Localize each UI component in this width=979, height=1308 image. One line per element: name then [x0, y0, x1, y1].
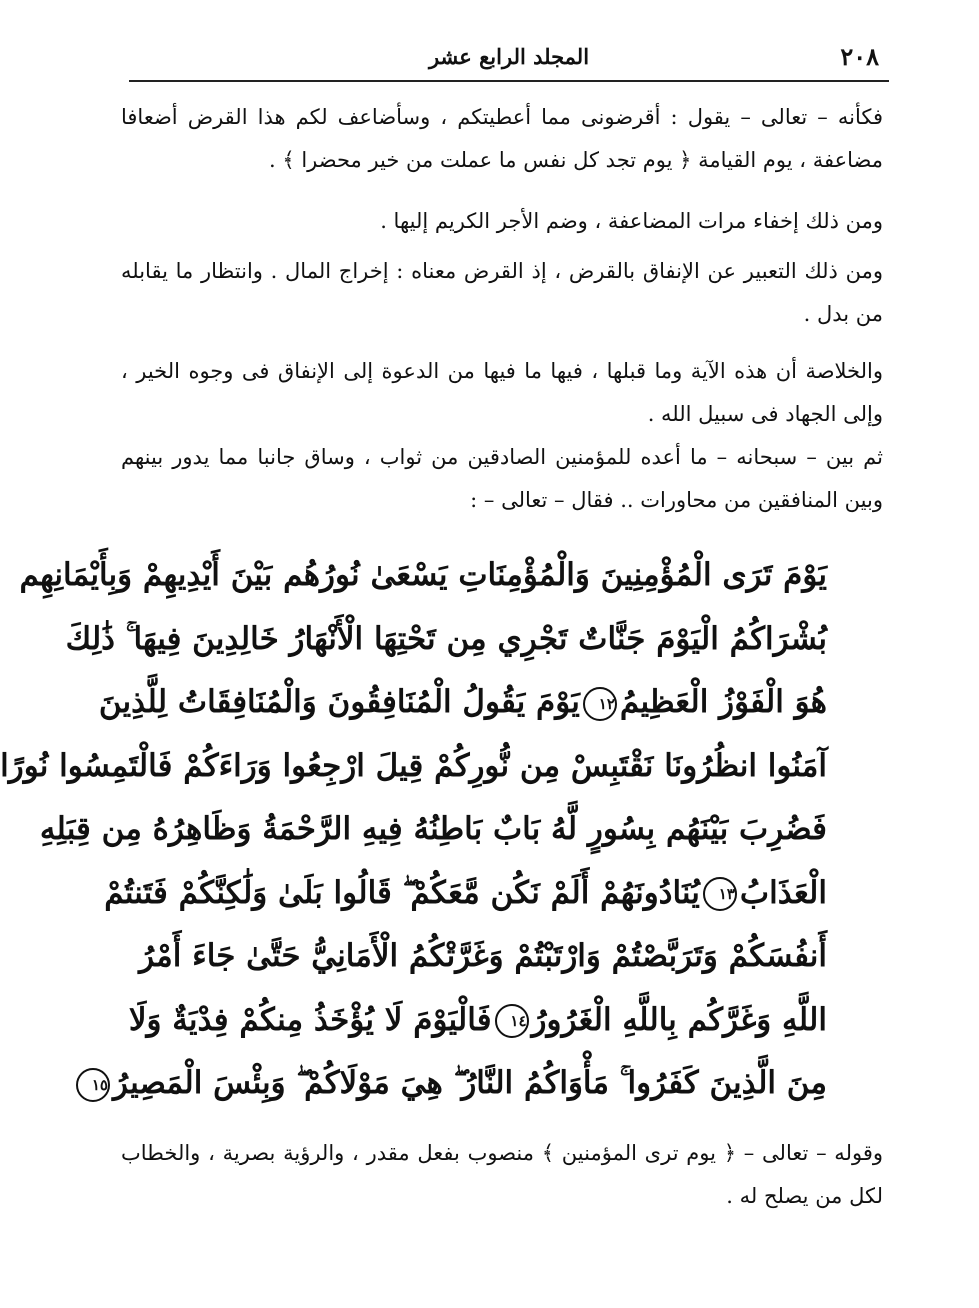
- paragraph-2: ومن ذلك إخفاء مرات المضاعفة ، وضم الأجر الكريم إليها .: [380, 209, 883, 233]
- paragraph-4: والخلاصة أن هذه الآية وما قبلها ، فيها ما فيها من الدعوة إلى الإنفاق فى وجوه الخير ، وإلى الجهاد فى سبيل الله .: [121, 359, 883, 426]
- quran-line-9: [91, 1052, 827, 1116]
- quran-line-3-end: يَوْمَ يَقُولُ الْمُنَافِقُونَ وَالْمُنَافِقَاتُ لِلَّذِينَ: [98, 684, 580, 720]
- quran-line-9-text: مِنَ الَّذِينَ كَفَرُوا ۚ مَأْوَاكُمُ النَّارُ ۖ هِيَ مَوْلَاكُمْ ۖ وَبِئْسَ الْمَصِيرُ: [113, 1065, 827, 1101]
- quran-line-3-start: هُوَ الْفَوْزُ الْعَظِيمُ: [619, 684, 827, 720]
- quran-line-1: يَوْمَ تَرَى الْمُؤْمِنِينَ وَالْمُؤْمِنَاتِ يَسْعَىٰ نُورُهُم بَيْنَ أَيْدِيهِمْ وَبِأَيْمَانِهِم: [19, 557, 827, 593]
- paragraph-3: ومن ذلك التعبير عن الإنفاق بالقرض ، إذ القرض معناه : إخراج المال . وانتظار ما يقابله من بدل .: [121, 259, 883, 326]
- quran-line-2: بُشْرَاكُمُ الْيَوْمَ جَنَّاتٌ تَجْرِي مِن تَحْتِهَا الْأَنْهَارُ خَالِدِينَ فِيهَا ۚ ذَٰلِكَ: [65, 620, 827, 657]
- header-rule: [129, 80, 889, 82]
- quran-line-6: [104, 862, 827, 926]
- quran-line-5: فَضُرِبَ بَيْنَهُم بِسُورٍ لَّهُ بَابٌ بَاطِنُهُ فِيهِ الرَّحْمَةُ وَظَاهِرُهُ مِن قِبَلِهِ: [39, 811, 827, 847]
- quran-line-4: آمَنُوا انظُرُونَا نَقْتَبِسْ مِن نُّورِكُمْ قِيلَ ارْجِعُوا وَرَاءَكُمْ فَالْتَمِسُوا نُورًا: [0, 747, 827, 784]
- quran-line-7: أَنفُسَكُمْ وَتَرَبَّصْتُمْ وَارْتَبْتُمْ وَغَرَّتْكُمُ الْأَمَانِيُّ حَتَّىٰ جَاءَ أَمْرُ: [139, 938, 827, 974]
- quran-line-8-end: فَالْيَوْمَ لَا يُؤْخَذُ مِنكُمْ فِدْيَةٌ وَلَا: [128, 1001, 492, 1038]
- page-header: [129, 36, 889, 80]
- quran-line-8: [128, 989, 827, 1053]
- quran-line-8-start: اللَّهِ وَغَرَّكُم بِاللَّهِ الْغَرُورُ: [531, 1001, 827, 1038]
- quran-line-6-end: يُنَادُونَهُمْ أَلَمْ نَكُن مَّعَكُمْ ۖ قَالُوا بَلَىٰ وَلَٰكِنَّكُمْ فَتَنتُمْ: [104, 874, 700, 911]
- quran-line-6-start: الْعَذَابُ: [739, 874, 827, 911]
- verse-number-12: ١٢: [583, 687, 617, 721]
- paragraph-1: فكأنه – تعالى – يقول : أقرضونى مما أعطيتكم ، وسأضاعف لكم هذا القرض أضعافا مضاعفة ، يوم القيامة ﴿ يوم تجد كل نفس ما عملت من خير محضرا ﴾ .: [121, 105, 883, 172]
- paragraph-5: ثم بين – سبحانه – ما أعده للمؤمنين الصادقين من ثواب ، وساق جانبا مما يدور بينهم وبين المنافقين من محاورات .. فقال – تعالى – :: [121, 445, 883, 512]
- verse-number-13: ١٣: [703, 877, 737, 911]
- quran-passage: [0, 544, 827, 1116]
- page-number: ٢٠٨: [840, 42, 879, 71]
- verse-number-15: ١٥: [76, 1068, 110, 1102]
- verse-number-14: ١٤: [495, 1004, 529, 1038]
- running-title: المجلد الرابع عشر: [428, 44, 590, 69]
- paragraph-6: وقوله – تعالى – ﴿ يوم ترى المؤمنين ﴾ منصوب بفعل مقدر ، والرؤية بصرية ، والخطاب لكل من يصلح له .: [121, 1141, 883, 1208]
- quran-line-3: [98, 671, 827, 735]
